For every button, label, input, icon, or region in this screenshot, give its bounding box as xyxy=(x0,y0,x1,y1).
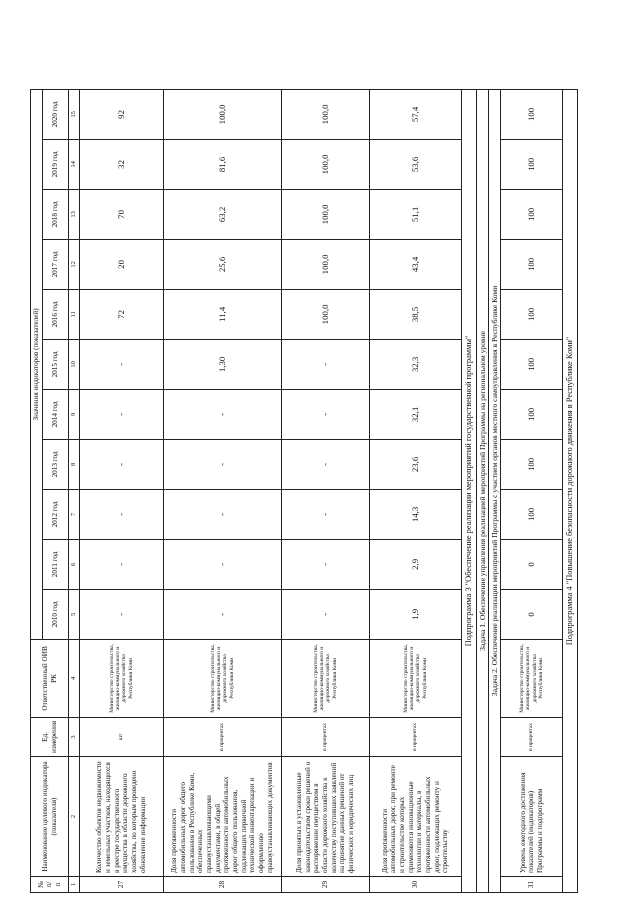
table-row xyxy=(79,89,163,892)
column-number: 9 xyxy=(69,389,80,439)
indicator-name: Уровень ежегодного достижения показателей (индикаторов) Программы и подпрограмм xyxy=(501,757,563,877)
indicator-value: 53,6 xyxy=(369,139,461,189)
column-number: 10 xyxy=(69,339,80,389)
header-year: 2016 год xyxy=(43,289,69,339)
responsible-body: Министерство строительства, жилищно-коммунального и дорожного хозяйства Республики Коми xyxy=(369,639,461,717)
indicator-value: 0 xyxy=(501,539,563,589)
indicator-value: - xyxy=(163,489,281,539)
indicator-value: - xyxy=(163,539,281,589)
column-number: 7 xyxy=(69,489,80,539)
row-number: 29 xyxy=(281,877,369,893)
unit: в процентах xyxy=(501,717,563,756)
indicator-value: - xyxy=(163,589,281,639)
indicators-table xyxy=(30,89,578,893)
indicator-value: 100 xyxy=(501,339,563,389)
indicator-value: 20 xyxy=(79,239,163,289)
indicator-value: 100,0 xyxy=(281,289,369,339)
header-indicator-name: Наименование целевого индикатора (показателя) xyxy=(31,757,69,877)
indicator-value: 38,5 xyxy=(369,289,461,339)
indicator-value: 100 xyxy=(501,489,563,539)
indicator-value: 100,0 xyxy=(281,89,369,139)
header-year: 2012 год xyxy=(43,489,69,539)
indicator-value: 100 xyxy=(501,189,563,239)
indicator-rows-a xyxy=(79,89,461,892)
header-year: 2010 год xyxy=(43,589,69,639)
subprogram-4-title: Подпрограмма 4 "Повышение безопасности дорожного движения в Республике Коми" xyxy=(563,89,578,892)
column-number: 2 xyxy=(69,757,80,877)
indicator-value: - xyxy=(163,439,281,489)
header-year: 2011 год xyxy=(43,539,69,589)
responsible-body: Министерство строительства, жилищно-коммунального и дорожного хозяйства Республики Коми xyxy=(281,639,369,717)
indicator-value: - xyxy=(281,389,369,439)
subprogram-3-title: Подпрограмма 3 "Обеспечение реализации мероприятий государственной программы" xyxy=(461,89,476,892)
indicator-value: 70 xyxy=(79,189,163,239)
indicator-value: - xyxy=(163,389,281,439)
header-num: № п/п xyxy=(31,877,69,893)
indicator-value: 100 xyxy=(501,89,563,139)
indicator-value: 100 xyxy=(501,389,563,439)
indicator-value: - xyxy=(281,589,369,639)
responsible-body: Министерство строительства, жилищно-коммунального и дорожного хозяйства Республики Коми xyxy=(79,639,163,717)
header-year: 2017 год xyxy=(43,239,69,289)
column-number: 12 xyxy=(69,239,80,289)
indicator-value: 1,9 xyxy=(369,589,461,639)
column-number: 3 xyxy=(69,717,80,756)
indicator-value: 81,6 xyxy=(163,139,281,189)
indicator-value: 100 xyxy=(501,239,563,289)
indicator-value: - xyxy=(281,339,369,389)
indicator-value: 32,1 xyxy=(369,389,461,439)
indicator-value: 25,6 xyxy=(163,239,281,289)
task-2-title: Задача 2. Обеспечение реализации мероприятий Программы с участием органов местного самоуправления в Республике Коми xyxy=(488,89,500,892)
indicator-value: 100 xyxy=(501,439,563,489)
indicator-value: 92 xyxy=(79,89,163,139)
header-year: 2014 год xyxy=(43,389,69,439)
indicator-value: - xyxy=(281,539,369,589)
header-values-group: Значения индикаторов (показателей) xyxy=(31,89,43,639)
header-year: 2019 год xyxy=(43,139,69,189)
indicator-value: 2,9 xyxy=(369,539,461,589)
header-unit: Ед. измерения xyxy=(31,717,69,756)
row-number: 30 xyxy=(369,877,461,893)
indicator-value: 32 xyxy=(79,139,163,189)
indicator-value: - xyxy=(79,389,163,439)
column-number: 15 xyxy=(69,89,80,139)
indicator-value: 100,0 xyxy=(281,239,369,289)
indicator-value: 23,6 xyxy=(369,439,461,489)
indicator-value: 100,0 xyxy=(281,189,369,239)
column-number: 14 xyxy=(69,139,80,189)
indicator-value: 43,4 xyxy=(369,239,461,289)
indicator-name: Доля протяженности автомобильных дорог, при ремонте и строительстве которых применяются инновационные технологии и материалы, в протяженности автомобильных дорог, подлежащих ремонту и строительству xyxy=(369,757,461,877)
indicator-value: 100,0 xyxy=(281,139,369,189)
indicator-value: - xyxy=(79,339,163,389)
column-number: 5 xyxy=(69,589,80,639)
header-year: 2020 год xyxy=(43,89,69,139)
indicator-value: - xyxy=(281,489,369,539)
indicator-rows-b xyxy=(501,89,563,892)
indicator-value: 100 xyxy=(501,289,563,339)
header-responsible: Ответственный ОИВ РК xyxy=(31,639,69,717)
indicator-value: 72 xyxy=(79,289,163,339)
header-year: 2015 год xyxy=(43,339,69,389)
column-number: 13 xyxy=(69,189,80,239)
column-number: 4 xyxy=(69,639,80,717)
indicator-value: - xyxy=(79,539,163,589)
unit: в процентах xyxy=(281,717,369,756)
indicator-value: 0 xyxy=(501,589,563,639)
header-year: 2018 год xyxy=(43,189,69,239)
indicator-value: 1,30 xyxy=(163,339,281,389)
column-number: 8 xyxy=(69,439,80,489)
indicator-value: 32,3 xyxy=(369,339,461,389)
indicator-name: Доля протяженности автомобильных дорог общего пользования в Республике Коми, обеспеченных правоустанавливающими документами, в общей протяженности автомобильных дорог общего пользования, подлежащих первичной технической инвентаризации и оформлению правоустанавливающих документов xyxy=(163,757,281,877)
task-1-title: Задача 1. Обеспечение управления реализацией мероприятий Программы на региональном уровне xyxy=(476,89,488,892)
row-number: 27 xyxy=(79,877,163,893)
indicator-value: - xyxy=(79,589,163,639)
column-number: 1 xyxy=(69,877,80,893)
indicator-value: 63,2 xyxy=(163,189,281,239)
indicator-name: Доля принятых в установленные законодательством сроки решений о распоряжении имуществом в области дорожного хозяйства к количеству поступивших заявлений на принятие данных решений от физических и юридических лиц xyxy=(281,757,369,877)
row-number: 31 xyxy=(501,877,563,893)
table-row xyxy=(369,89,461,892)
table-row xyxy=(163,89,281,892)
row-number: 28 xyxy=(163,877,281,893)
indicator-value: 100 xyxy=(501,139,563,189)
indicator-value: - xyxy=(79,439,163,489)
responsible-body: Министерство строительства, жилищно-коммунального и дорожного хозяйства Республики Коми xyxy=(501,639,563,717)
indicator-value: - xyxy=(79,489,163,539)
column-number: 6 xyxy=(69,539,80,589)
header-year: 2013 год xyxy=(43,439,69,489)
indicator-value: 100,0 xyxy=(163,89,281,139)
column-number: 11 xyxy=(69,289,80,339)
indicator-value: 57,4 xyxy=(369,89,461,139)
table-row xyxy=(281,89,369,892)
table-row xyxy=(501,89,563,892)
indicator-value: 51,1 xyxy=(369,189,461,239)
indicator-value: - xyxy=(281,439,369,489)
unit: шт xyxy=(79,717,163,756)
indicator-value: 11,4 xyxy=(163,289,281,339)
unit: в процентах xyxy=(163,717,281,756)
unit: в процентах xyxy=(369,717,461,756)
indicator-value: 14,3 xyxy=(369,489,461,539)
responsible-body: Министерство строительства, жилищно-коммунального и дорожного хозяйства Республики Коми xyxy=(163,639,281,717)
indicator-name: Количество объектов недвижимости и земельных участков, находящихся в реестре государственного имущества в области дорожного хозяйства, по которым проведено обновление информации xyxy=(79,757,163,877)
